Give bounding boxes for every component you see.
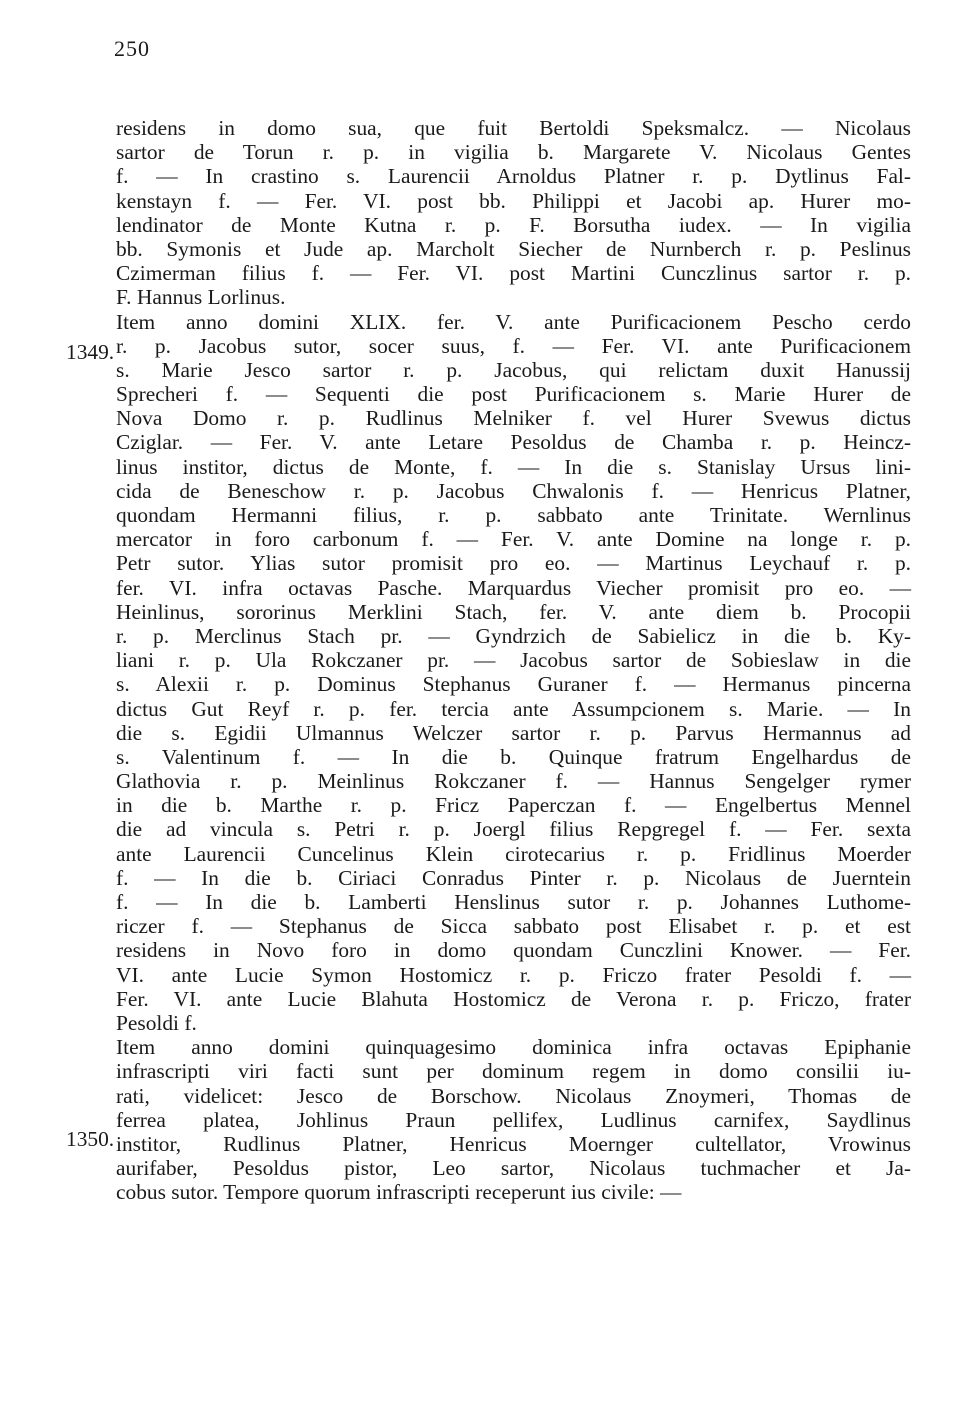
text-line: Fer. VI. ante Lucie Blahuta Hostomicz de Verona r. p. Friczo, frater [116,986,911,1011]
text-line: ante Laurencii Cuncelinus Klein cirotecarius r. p. Fridlinus Moerder [116,841,911,866]
year-marker-1349: 1349. [66,340,115,364]
text-line: infrascripti viri facti sunt per dominum regem in domo consilii iu- [116,1059,911,1084]
text-line: r. p. Jacobus sutor, socer suus, f. — Fer. VI. ante Purificacionem [116,333,911,358]
text-line: ferrea platea, Johlinus Praun pellifex, Ludlinus carnifex, Saydlinus [116,1107,911,1132]
text-line: die ad vincula s. Petri r. p. Joergl filius Repgregel f. — Fer. sexta [116,817,911,842]
page-number: 250 [114,36,150,61]
text-line: in die b. Marthe r. p. Fricz Paperczan f. — Engelbertus Mennel [116,793,911,818]
text-line: Sprecheri f. — Sequenti die post Purificacionem s. Marie Hurer de [116,382,911,407]
text-line: mercator in foro carbonum f. — Fer. V. ante Domine na longe r. p. [116,527,911,552]
text-line: quondam Hermanni filius, r. p. sabbato ante Trinitate. Wernlinus [116,503,911,527]
text-line: f. — In die b. Ciriaci Conradus Pinter r. p. Nicolaus de Juerntein [116,865,911,890]
text-line: Item anno domini quinquagesimo dominica infra octavas Epiphanie [116,1035,911,1060]
text-line: fer. VI. infra octavas Pasche. Marquardus Viecher promisit pro eo. — [116,575,911,600]
text-line: VI. ante Lucie Symon Hostomicz r. p. Friczo frater Pesoldi f. — [116,962,911,987]
text-line: Glathovia r. p. Meinlinus Rokczaner f. — Hannus Sengelger rymer [116,769,911,794]
text-line: F. Hannus Lorlinus. [116,285,286,310]
text-line: kenstayn f. — Fer. VI. post bb. Philippi et Jacobi ap. Hurer mo- [116,188,911,213]
text-line: f. — In crastino s. Laurencii Arnoldus Platner r. p. Dytlinus Fal- [116,164,911,189]
text-line: die s. Egidii Ulmannus Welczer sartor r. p. Parvus Hermannus ad [116,720,911,745]
text-line: bb. Symonis et Jude ap. Marcholt Siecher de Nurnberch r. p. Peslinus [116,236,911,261]
text-line: rati, videlicet: Jesco de Borschow. Nicolaus Znoymeri, Thomas de [116,1083,911,1108]
text-line: r. p. Merclinus Stach pr. — Gyndrzich de Sabielicz in die b. Ky- [116,623,911,648]
text-line: Cziglar. — Fer. V. ante Letare Pesoldus de Chamba r. p. Heincz- [116,430,911,455]
text-line: Petr sutor. Ylias sutor promisit pro eo. — Martinus Leychauf r. p. [116,551,911,576]
year-marker-1350: 1350. [66,1127,115,1151]
text-line: dictus Gut Reyf r. p. fer. tercia ante Assumpcionem s. Marie. — In [116,696,911,721]
text-line: cida de Beneschow r. p. Jacobus Chwalonis f. — Henricus Platner, [116,478,911,503]
text-line: liani r. p. Ula Rokczaner pr. — Jacobus sartor de Sobieslaw in die [116,648,911,673]
text-line: linus institor, dictus de Monte, f. — In die s. Stanislay Ursus lini- [116,454,911,479]
text-line: s. Alexii r. p. Dominus Stephanus Guraner f. — Hermanus pincerna [116,672,911,697]
text-line: residens in domo sua, que fuit Bertoldi Speksmalcz. — Nicolaus [116,116,911,140]
text-line: aurifaber, Pesoldus pistor, Leo sartor, Nicolaus tuchmacher et Ja- [116,1156,911,1181]
text-line: Item anno domini XLIX. fer. V. ante Purificacionem Pescho cerdo [116,309,911,334]
text-line: s. Marie Jesco sartor r. p. Jacobus, qui relictam duxit Hanussij [116,357,911,382]
text-line: institor, Rudlinus Platner, Henricus Moernger cultellator, Vrowinus [116,1131,911,1156]
text-line: riczer f. — Stephanus de Sicca sabbato post Elisabet r. p. et est [116,914,911,939]
text-line: Heinlinus, sororinus Merklini Stach, fer. V. ante diem b. Procopii [116,599,911,624]
text-line: Nova Domo r. p. Rudlinus Melniker f. vel Hurer Svewus dictus [116,406,911,431]
text-line: f. — In die b. Lamberti Henslinus sutor r. p. Johannes Luthome- [116,890,911,914]
text-line: lendinator de Monte Kutna r. p. F. Borsutha iudex. — In vigilia [116,212,911,237]
text-line: residens in Novo foro in domo quondam Cunczlini Knower. — Fer. [116,938,911,963]
text-line: Pesoldi f. [116,1010,197,1035]
text-line: sartor de Torun r. p. in vigilia b. Margarete V. Nicolaus Gentes [116,140,911,165]
body-text [116,116,911,1204]
text-line: s. Valentinum f. — In die b. Quinque fratrum Engelhardus de [116,744,911,769]
text-line: Czimerman filius f. — Fer. VI. post Martini Cunczlinus sartor r. p. [116,261,911,286]
text-line: cobus sutor. Tempore quorum infrascripti receperunt ius civile: — [116,1180,682,1205]
